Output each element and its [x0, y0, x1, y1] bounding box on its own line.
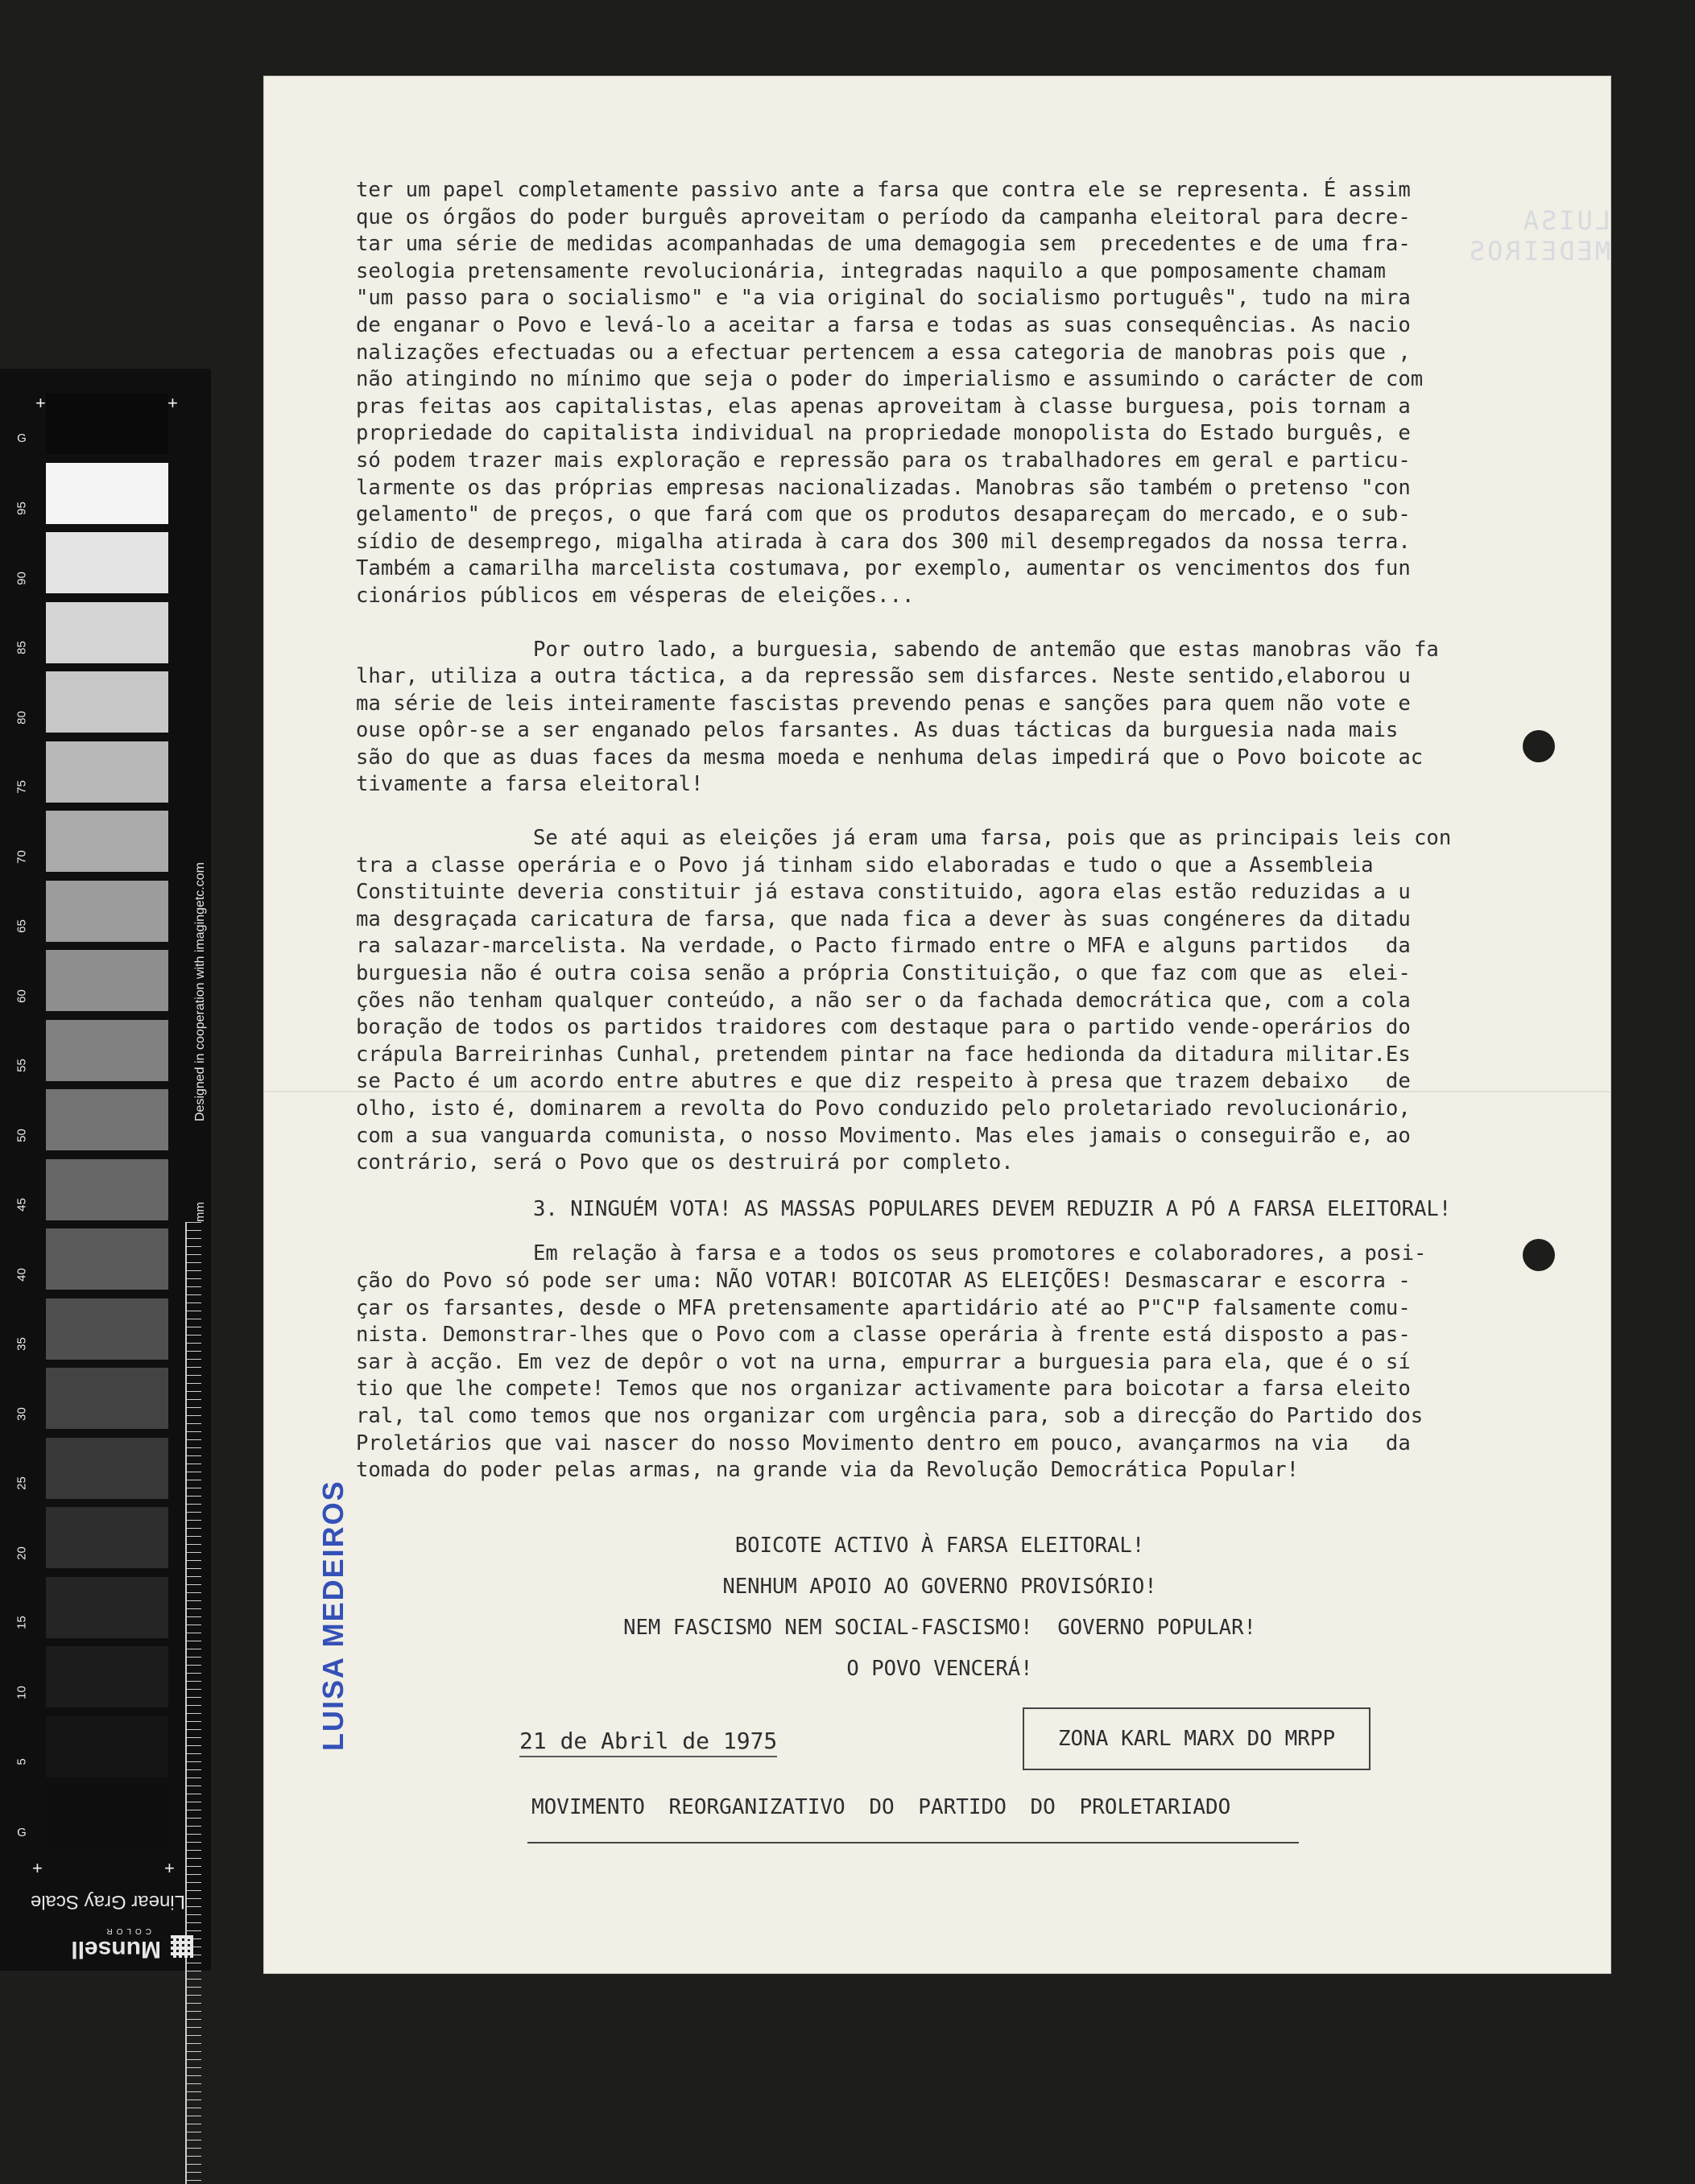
- text-line: nista. Demonstrar-lhes que o Povo com a classe operária à frente está disposto a pas-: [356, 1323, 1411, 1348]
- gray-value-label: 5: [14, 1758, 29, 1765]
- card-credit: Designed in cooperation with imagingetc.com: [193, 862, 207, 1121]
- gray-value-label: 65: [14, 919, 29, 933]
- brand-sub: COLOR: [102, 1926, 151, 1935]
- text-line: tra a classe operária e o Povo já tinham sido elaboradas e tudo o que a Assembleia: [356, 853, 1374, 877]
- text-line: sídio de desemprego, migalha atirada à cara dos 300 mil desempregados da nossa terra.: [356, 529, 1411, 554]
- registration-mark: +: [32, 1858, 43, 1878]
- text-line: lhar, utiliza a outra táctica, a da repressão sem disfarces. Neste sentido,elaborou u: [356, 664, 1411, 689]
- gray-value-label: 35: [14, 1337, 29, 1351]
- text-line: Em relação à farsa e a todos os seus promotores e colaboradores, a posi-: [533, 1241, 1427, 1266]
- gray-value-label: 70: [14, 849, 29, 864]
- text-line: olho, isto é, dominarem a revolta do Povo conduzido pelo proletariado revolucionário,: [356, 1096, 1411, 1121]
- gray-patch: [46, 741, 168, 803]
- text-line: propriedade do capitalista individual na propriedade monopolista do Estado burguês, e: [356, 421, 1411, 446]
- text-line: sar à acção. Em vez de depôr o vot na urna, empurrar a burguesia para ela, que é o sí: [356, 1349, 1411, 1374]
- text-line: pras feitas aos capitalistas, elas apenas aproveitam à classe burguesa, pois tornam a: [356, 394, 1411, 419]
- gray-value-label: 40: [14, 1267, 29, 1282]
- gray-value-label: 55: [14, 1059, 29, 1072]
- movement-name: MOVIMENTO REORGANIZATIVO DO PARTIDO DO PROLETARIADO: [531, 1795, 1231, 1819]
- text-line: ções não tenham qualquer conteúdo, a não ser o da fachada democrática que, com a cola: [356, 988, 1411, 1013]
- gray-patch: [46, 1298, 168, 1360]
- card-bottom-label: G: [17, 1826, 27, 1839]
- luisa-medeiros-stamp: LUISA MEDEIROS: [316, 1480, 349, 1751]
- gray-patch: [46, 1507, 168, 1568]
- munsell-logo: [24, 1926, 201, 1963]
- gray-patch: [46, 881, 168, 942]
- gray-patch: [46, 463, 168, 524]
- signature-box: [1023, 1707, 1370, 1770]
- text-line: com a sua vanguarda comunista, o nosso Movimento. Mas eles jamais o conseguirão e, ao: [356, 1123, 1411, 1148]
- card-title: Linear Gray Scale: [30, 1891, 185, 1913]
- text-line: burguesia não é outra coisa senão a própria Constituição, o que faz com que as elei-: [356, 961, 1411, 986]
- text-line: que os órgãos do poder burguês aproveitam o período da campanha eleitoral para decre-: [356, 204, 1411, 229]
- gray-value-label: 90: [14, 571, 29, 585]
- gray-value-label: 50: [14, 1128, 29, 1142]
- gray-patch: [46, 1228, 168, 1290]
- text-line: ra salazar-marcelista. Na verdade, o Pacto firmado entre o MFA e alguns partidos da: [356, 934, 1411, 959]
- gray-value-label: 45: [14, 1198, 29, 1212]
- card-top-label: G: [17, 431, 27, 445]
- registration-mark: +: [35, 393, 46, 413]
- gray-value-label: 15: [14, 1616, 29, 1629]
- brand-name: Munsell: [71, 1936, 161, 1963]
- gray-patch: [46, 602, 168, 663]
- gray-patch: [46, 811, 168, 872]
- gray-patch: [46, 671, 168, 733]
- gray-patch: [46, 1159, 168, 1220]
- paragraph-3: [356, 825, 1523, 1177]
- text-line: nalizações efectuadas ou a efectuar pertencem a essa categoria de manobras pois que ,: [356, 340, 1411, 365]
- slogan: BOICOTE ACTIVO À FARSA ELEITORAL!: [734, 1534, 1145, 1558]
- slogans: [356, 1534, 1523, 1698]
- gray-value-label: 95: [14, 502, 29, 515]
- gray-patch: [46, 1716, 168, 1777]
- document-date: 21 de Abril de 1975: [519, 1728, 777, 1757]
- gray-value-label: 60: [14, 989, 29, 1003]
- zone-label: ZONA KARL MARX DO MRPP: [1057, 1727, 1336, 1751]
- text-line: tio que lhe compete! Temos que nos organizar activamente para boicotar a farsa eleito: [356, 1377, 1411, 1402]
- text-line: ter um papel completamente passivo ante a farsa que contra ele se representa. É assim: [356, 178, 1411, 202]
- punch-hole: [1523, 1239, 1555, 1271]
- text-line: Por outro lado, a burguesia, sabendo de antemão que estas manobras vão fa: [533, 637, 1439, 662]
- gray-value-label: 10: [14, 1685, 29, 1699]
- text-line: tar uma série de medidas acompanhadas de uma demagogia sem precedentes e de uma fra-: [356, 232, 1411, 257]
- text-line: larmente os das próprias empresas nacionalizadas. Manobras são também o pretenso "con: [356, 475, 1411, 500]
- document-body: [356, 177, 1523, 1484]
- slogan: NENHUM APOIO AO GOVERNO PROVISÓRIO!: [722, 1575, 1157, 1599]
- gray-patch: [46, 1786, 168, 1847]
- paragraph-1: [356, 177, 1523, 610]
- text-line: não atingindo no mínimo que seja o poder do imperialismo e assumindo o carácter de com: [356, 367, 1424, 392]
- mm-ruler: [185, 1222, 201, 2184]
- gray-patch: [46, 1577, 168, 1638]
- gray-value-label: 30: [14, 1406, 29, 1421]
- text-line: çar os farsantes, desde o MFA pretensamente apartidário até ao P"C"P falsamente comu-: [356, 1295, 1411, 1320]
- text-line: ma desgraçada caricatura de farsa, que nada fica a dever às suas congéneres da ditadu: [356, 906, 1411, 931]
- text-line: Também a camarilha marcelista costumava, por exemplo, aumentar os vencimentos dos fun: [356, 556, 1411, 581]
- gray-patch: [46, 1089, 168, 1150]
- gray-patch: [46, 393, 168, 454]
- footer-rule: [527, 1842, 1299, 1843]
- text-line: gelamento" de preços, o que fará com que os produtos desapareçam do mercado, e o sub-: [356, 502, 1411, 527]
- text-line: Proletários que vai nascer do nosso Movimento dentro em pouco, avançarmos na via da: [356, 1431, 1411, 1455]
- text-line: de enganar o Povo e levá-lo a aceitar a farsa e todas as suas consequências. As nacio: [356, 312, 1411, 337]
- gray-patch: [46, 1020, 168, 1081]
- gray-value-label: 25: [14, 1476, 29, 1490]
- gray-patch: [46, 1438, 168, 1499]
- text-line: cionários públicos em vésperas de eleições...: [356, 583, 915, 608]
- text-line: se Pacto é um acordo entre abutres e que diz respeito à presa que trazem debaixo de: [356, 1069, 1411, 1094]
- text-line: só podem trazer mais exploração e repressão para os trabalhadores em geral e particu-: [356, 448, 1411, 473]
- text-line: ção do Povo só pode ser uma: NÃO VOTAR! BOICOTAR AS ELEIÇÕES! Desmascarar e escorra -: [356, 1268, 1411, 1293]
- text-line: ral, tal como temos que nos organizar com urgência para, sob a direcção do Partido dos: [356, 1403, 1424, 1428]
- gray-scale-card: [0, 369, 211, 1971]
- slogan: NEM FASCISMO NEM SOCIAL-FASCISMO! GOVERNO POPULAR!: [623, 1616, 1256, 1640]
- paragraph-4: [356, 1241, 1523, 1484]
- text-line: "um passo para o socialismo" e "a via original do socialismo português", tudo na mira: [356, 286, 1411, 311]
- paragraph-2: [356, 637, 1523, 799]
- registration-mark: +: [167, 393, 178, 413]
- gray-patch: [46, 1368, 168, 1429]
- text-line: são do que as duas faces da mesma moeda e nenhuma delas impedirá que o Povo boicote ac: [356, 745, 1424, 770]
- punch-hole: [1523, 730, 1555, 762]
- gray-patch: [46, 1646, 168, 1707]
- text-line: contrário, será o Povo que os destruirá por completo.: [356, 1150, 1014, 1175]
- munsell-grid-icon: [171, 1935, 193, 1958]
- text-line: Constituinte deveria constituir já estava constituido, agora elas estão reduzidas a u: [356, 880, 1411, 905]
- gray-value-label: 20: [14, 1546, 29, 1560]
- text-line: seologia pretensamente revolucionária, integradas naquilo a que pomposamente chamam: [356, 258, 1386, 283]
- gray-patch: [46, 950, 168, 1011]
- card-unit: mm: [193, 1202, 207, 1222]
- text-line: Se até aqui as eleições já eram uma farsa, pois que as principais leis con: [533, 826, 1452, 851]
- registration-mark: +: [164, 1858, 175, 1878]
- text-line: boração de todos os partidos traidores com destaque para o partido vende-operários do: [356, 1015, 1411, 1040]
- text-line: ouse opôr-se a ser enganado pelos farsantes. As duas tácticas da burguesia nada mais: [356, 718, 1399, 743]
- text-line: ma série de leis inteiramente fascistas prevendo penas e sanções para quem não vote e: [356, 691, 1411, 716]
- text-line: crápula Barreirinhas Cunhal, pretendem pintar na face hedionda da ditadura militar.Es: [356, 1042, 1411, 1067]
- text-line: tomada do poder pelas armas, na grande via da Revolução Democrática Popular!: [356, 1458, 1300, 1483]
- section-heading: 3. NINGUÉM VOTA! AS MASSAS POPULARES DEVEM REDUZIR A PÓ A FARSA ELEITORAL!: [533, 1196, 1452, 1221]
- gray-value-label: 85: [14, 641, 29, 654]
- text-line: tivamente a farsa eleitoral!: [356, 772, 704, 797]
- gray-patch: [46, 532, 168, 593]
- bleed-through-stamp: LUISA MEDEIROS: [1466, 205, 1610, 266]
- gray-value-label: 75: [14, 780, 29, 794]
- gray-value-label: 80: [14, 710, 29, 725]
- slogan: O POVO VENCERÁ!: [846, 1657, 1033, 1681]
